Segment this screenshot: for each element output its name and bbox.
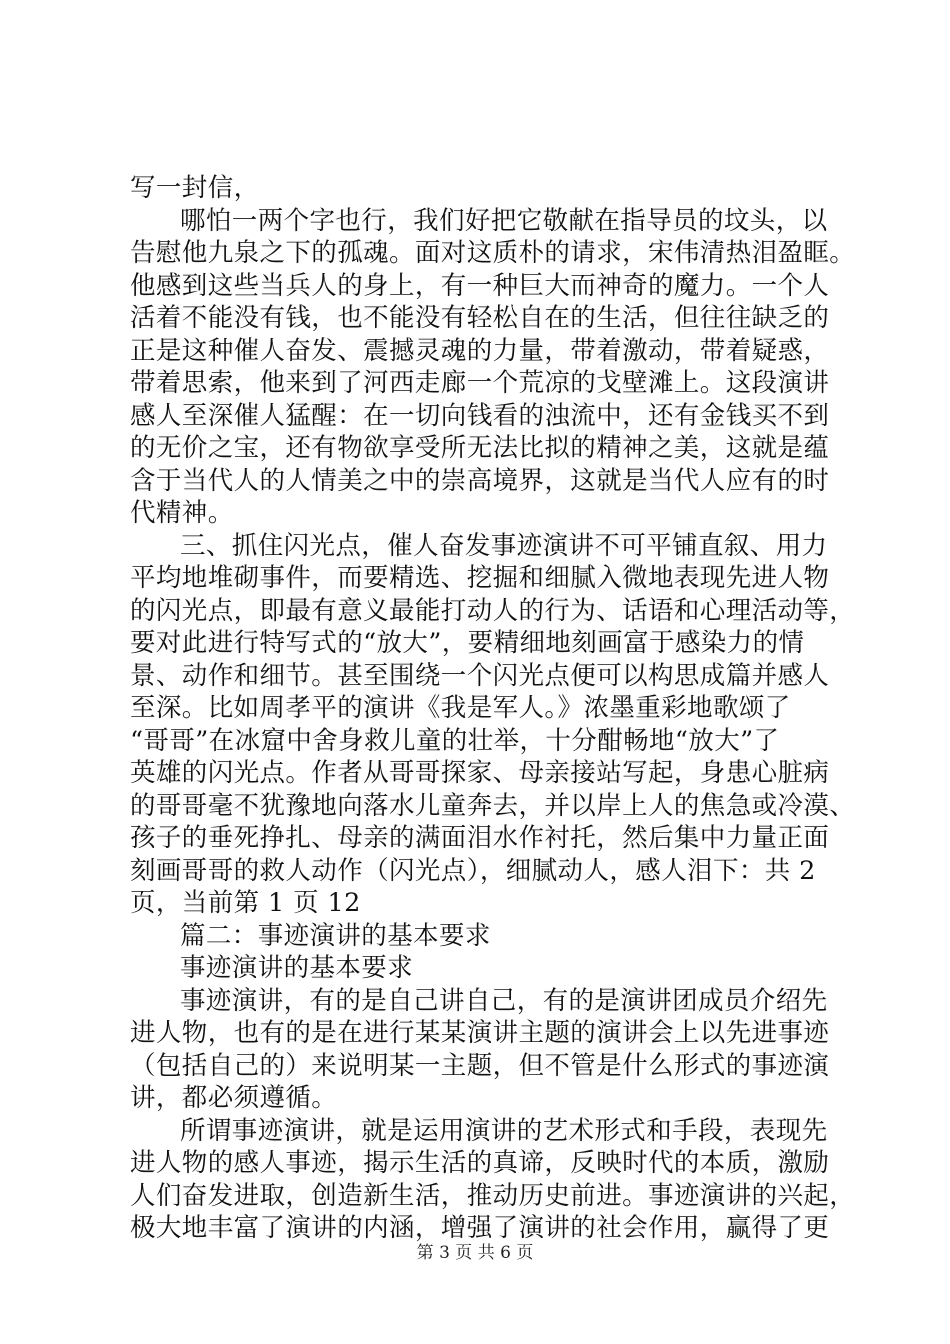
text-line: 进人物的感人事迹，揭示生活的真谛，反映时代的本质，激励 [130,1148,830,1178]
text-line: 进人物，也有的是在进行某某演讲主题的演讲会上以先进事迹 [130,1018,830,1048]
text-line: 平均地堆砌事件，而要精选、挖掘和细腻入微地表现先进人物 [130,563,830,593]
text-line: “哥哥”在冰窟中舍身救儿童的壮举，十分酣畅地“放大”了 [130,725,780,756]
document-body [130,172,856,1245]
text-line: 他感到这些当兵人的身上，有一种巨大而神奇的魔力。一个人 [130,270,830,301]
text-line: 极大地丰富了演讲的内涵，增强了演讲的社会作用，赢得了更 [130,1213,830,1243]
page-number-footer: 第 3 页 共 6 页 [416,1243,534,1263]
text-line: 页，当前第 1 页 12 [130,888,361,918]
text-line: 代精神。 [130,498,234,528]
text-line: 感人至深催人猛醒：在一切向钱看的浊流中，还有金钱买不到 [130,400,830,431]
text-line: 的哥哥毫不犹豫地向落水儿童奔去，并以岸上人的焦急或冷漠、 [130,790,856,821]
text-line: 带着思索，他来到了河西走廊一个荒凉的戈壁滩上。这段演讲 [130,368,830,398]
text-line: 三、抓住闪光点，催人奋发事迹演讲不可平铺直叙、用力 [180,530,828,561]
text-line: 含于当代人的人情美之中的崇高境界，这就是当代人应有的时 [130,465,830,496]
text-line: 写一封信， [130,173,260,203]
text-line: 要对此进行特写式的“放大”，要精细地刻画富于感染力的情 [130,628,805,658]
text-line: 孩子的垂死挣扎、母亲的满面泪水作衬托，然后集中力量正面 [130,823,830,853]
text-line: 讲，都必须遵循。 [130,1083,338,1113]
text-line: （包括自己的）来说明某一主题，但不管是什么形式的事迹演 [130,1050,830,1081]
text-line: 事迹演讲，有的是自己讲自己，有的是演讲团成员介绍先 [180,985,828,1016]
text-line: 刻画哥哥的救人动作（闪光点），细腻动人，感人泪下：共 2 [130,855,816,886]
section-title: 篇二：事迹演讲的基本要求 [180,920,491,951]
text-line: 告慰他九泉之下的孤魂。面对这质朴的请求，宋伟清热泪盈眶。 [130,238,856,268]
text-line: 哪怕一两个字也行，我们好把它敬献在指导员的坟头，以 [180,205,828,236]
text-line: 人们奋发进取，创造新生活，推动历史前进。事迹演讲的兴起， [130,1180,856,1211]
text-line: 的闪光点，即最有意义最能打动人的行为、话语和心理活动等， [130,595,856,626]
section-subtitle: 事迹演讲的基本要求 [180,953,414,983]
text-line: 景、动作和细节。甚至围绕一个闪光点便可以构思成篇并感人 [130,660,830,691]
text-line: 所谓事迹演讲，就是运用演讲的艺术形式和手段，表现先 [180,1115,828,1146]
text-line: 的无价之宝，还有物欲享受所无法比拟的精神之美，这就是蕴 [130,433,830,463]
text-line: 活着不能没有钱，也不能没有轻松自在的生活，但往往缺乏的 [130,303,830,333]
text-line: 英雄的闪光点。作者从哥哥探家、母亲接站写起，身患心脏病 [130,758,830,788]
text-line: 至深。比如周孝平的演讲《我是军人。》浓墨重彩地歌颂了 [130,693,791,723]
text-line: 正是这种催人奋发、震撼灵魂的力量，带着激动，带着疑惑， [130,335,830,366]
